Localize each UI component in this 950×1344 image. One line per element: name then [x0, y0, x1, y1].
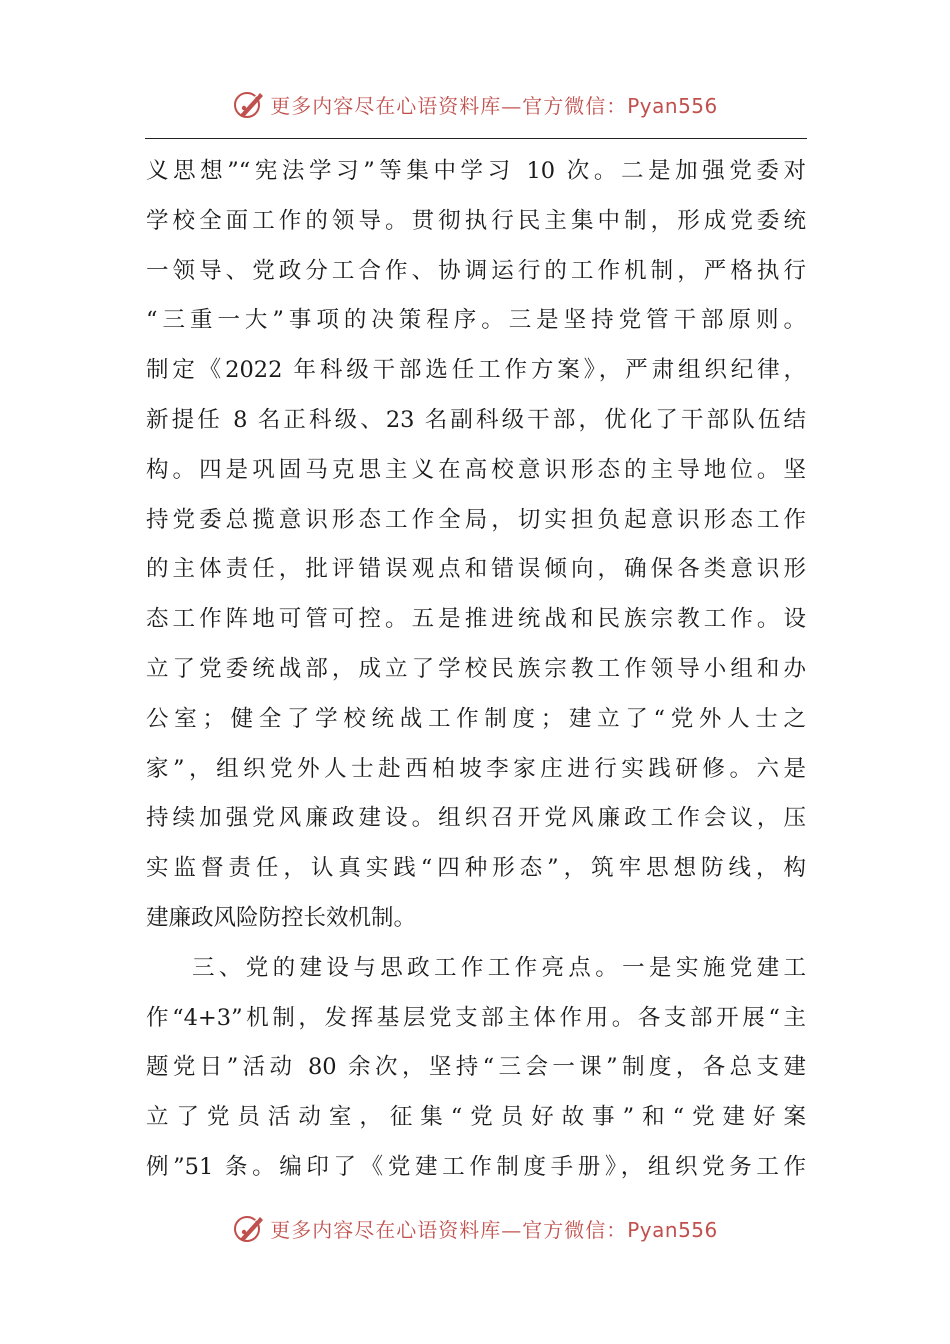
- quill-circle-logo-icon: [232, 87, 266, 121]
- text-line: 持党委总揽意识形态工作全局，切实担负起意识形态工作: [146, 506, 806, 533]
- wechat-id: Pyan556: [627, 93, 718, 118]
- text-line: 态工作阵地可管可控。五是推进统战和民族宗教工作。设: [146, 606, 806, 633]
- text-line: 三、党的建设与思政工作工作亮点。一是实施党建工: [192, 954, 806, 981]
- footer-watermark: [0, 1208, 950, 1248]
- text-line: 公室；健全了学校统战工作制度；建立了“党外人士之: [146, 705, 806, 732]
- text-line: 建廉政风险防控长效机制。: [146, 904, 417, 931]
- watermark-text: 更多内容尽在心语资料库—官方微信：Pyan556: [270, 93, 718, 118]
- wechat-id: Pyan556: [627, 1217, 718, 1242]
- text-line: 义思想”“宪法学习”等集中学习 10 次。二是加强党委对: [146, 158, 806, 184]
- text-line: 一领导、党政分工合作、协调运行的工作机制，严格执行: [146, 257, 806, 284]
- header-rule: [145, 138, 807, 139]
- text-line: 的主体责任，批评错误观点和错误倾向，确保各类意识形: [146, 556, 806, 583]
- text-line: 家”，组织党外人士赴西柏坡李家庄进行实践研修。六是: [146, 755, 806, 782]
- text-line: 新提任 8 名正科级、23 名副科级干部，优化了干部队伍结: [146, 406, 806, 433]
- watermark-text: 更多内容尽在心语资料库—官方微信：Pyan556: [270, 1217, 718, 1242]
- text-line: 学校全面工作的领导。贯彻执行民主集中制，形成党委统: [146, 207, 806, 234]
- text-line: 构。四是巩固马克思主义在高校意识形态的主导地位。坚: [146, 456, 806, 483]
- text-line: 持续加强党风廉政建设。组织召开党风廉政工作会议，压: [146, 805, 806, 832]
- text-line: 作“4+3”机制，发挥基层党支部主体作用。各支部开展“主: [146, 1004, 806, 1031]
- document-body: [146, 147, 806, 1193]
- text-line: 题党日”活动 80 余次，坚持“三会一课”制度，各总支建: [146, 1054, 806, 1081]
- text-line: 立了党员活动室，征集“党员好故事”和“党建好案: [146, 1104, 806, 1131]
- text-line: 实监督责任，认真实践“四种形态”，筑牢思想防线，构: [146, 855, 806, 882]
- text-line: “三重一大”事项的决策程序。三是坚持党管干部原则。: [146, 307, 806, 334]
- text-line: 制定《2022 年科级干部选任工作方案》，严肃组织纪律，: [146, 357, 806, 384]
- text-line: 例”51 条。编印了《党建工作制度手册》，组织党务工作: [146, 1153, 806, 1180]
- quill-circle-logo-icon: [232, 1211, 266, 1245]
- header-watermark: [0, 84, 950, 124]
- text-line: 立了党委统战部，成立了学校民族宗教工作领导小组和办: [146, 655, 806, 682]
